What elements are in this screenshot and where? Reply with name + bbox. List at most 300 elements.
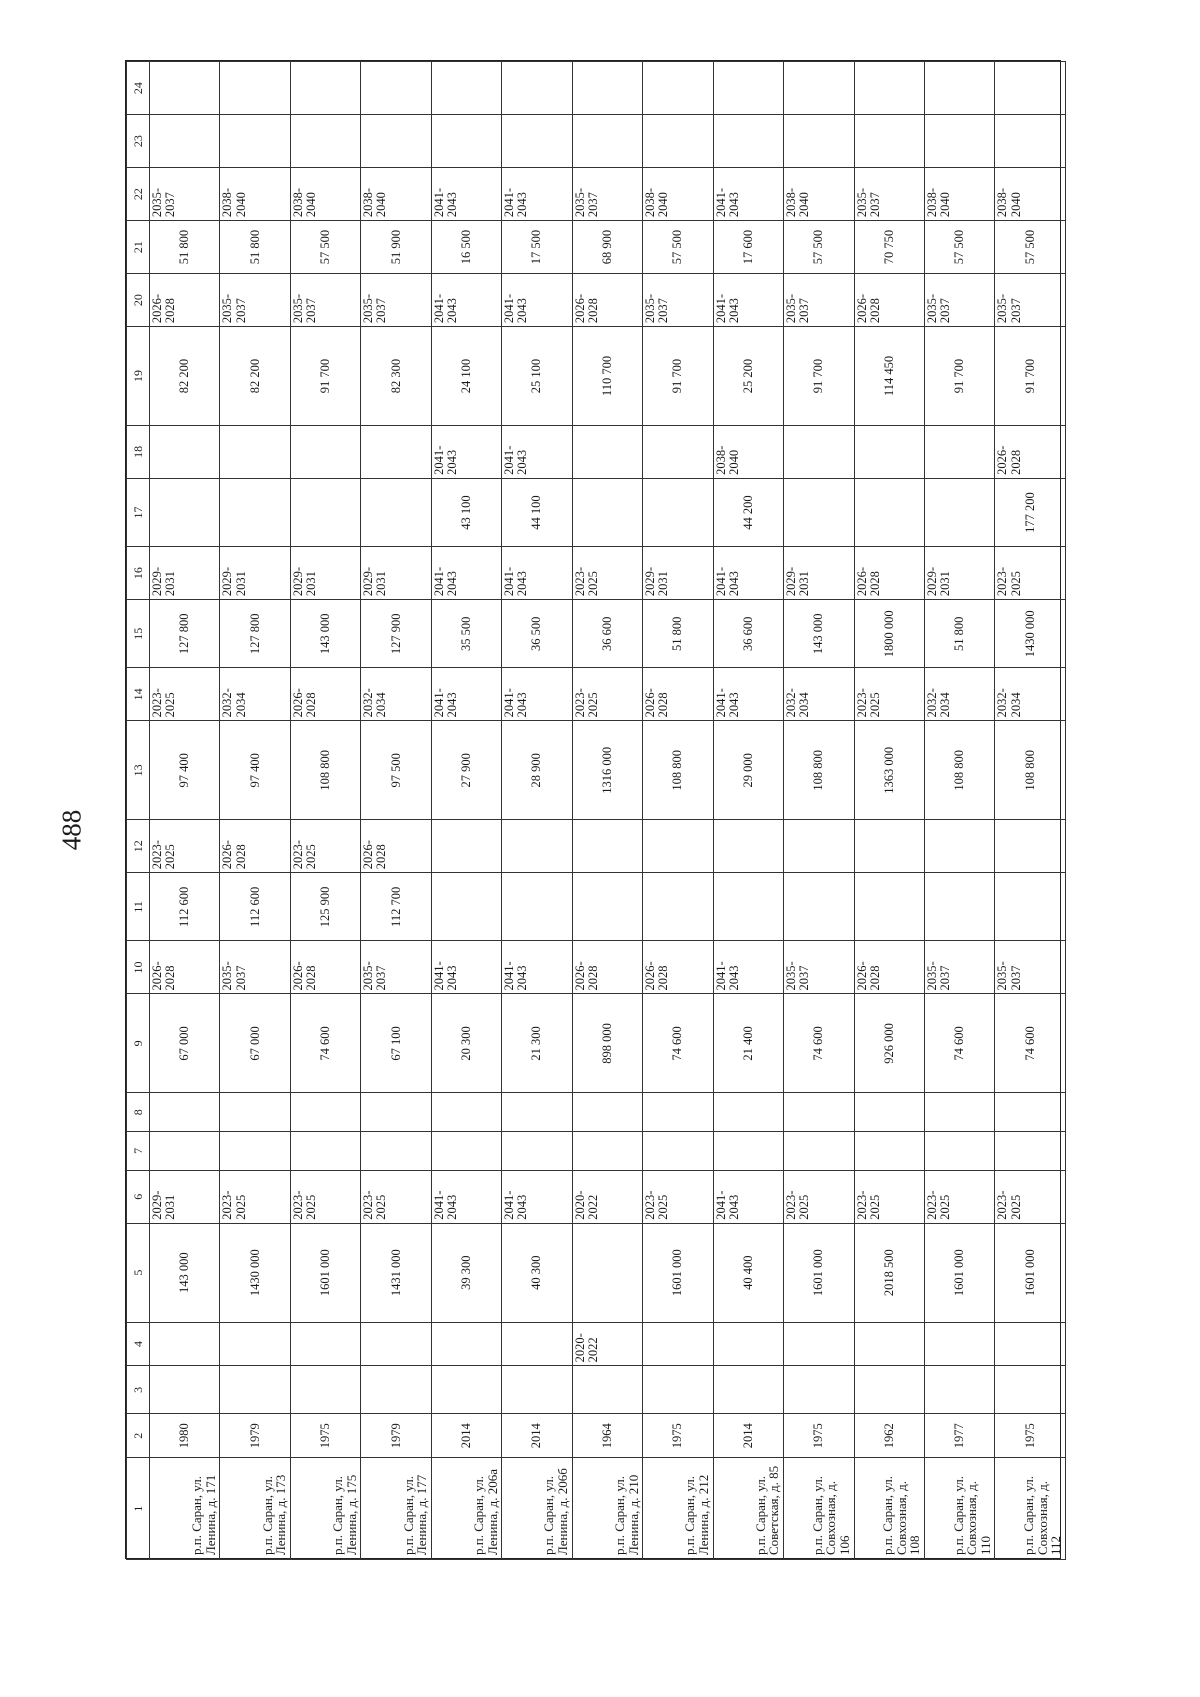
table-cell <box>784 62 854 115</box>
table-cell: 2041-2043 <box>431 668 501 721</box>
table-cell: 1601 000 <box>924 1223 994 1322</box>
column-number: 12 <box>127 820 150 873</box>
table-cell: 2032-2034 <box>361 668 431 721</box>
table-cell <box>713 62 783 115</box>
table-cell: 112 700 <box>361 873 431 941</box>
table-cell <box>290 1093 360 1132</box>
table-cell <box>995 62 1065 115</box>
table-cell: 2038-2040 <box>643 168 713 221</box>
table-row <box>713 62 783 1560</box>
table-cell: 2035-2037 <box>784 941 854 994</box>
table-cell: 1975 <box>995 1414 1065 1458</box>
table-cell: 2032-2034 <box>995 668 1065 721</box>
table-cell: 2023-2025 <box>995 1170 1065 1223</box>
table-cell: 2029-2031 <box>643 547 713 600</box>
table-cell: 2023-2025 <box>220 1170 290 1223</box>
table-cell <box>290 1366 360 1414</box>
table-cell <box>995 820 1065 873</box>
table-cell: 2026-2028 <box>572 941 642 994</box>
table-cell: 2035-2037 <box>924 941 994 994</box>
page-number: 488 <box>56 809 87 851</box>
table-cell <box>431 115 501 168</box>
table-cell: 2041-2043 <box>502 941 572 994</box>
address-cell: р.п. Саран, ул. Ленина, д. 210 <box>572 1458 642 1560</box>
table-cell: 27 900 <box>431 721 501 820</box>
table-cell <box>713 1093 783 1132</box>
table-cell: 2035-2037 <box>572 168 642 221</box>
table-cell: 25 100 <box>502 327 572 426</box>
table-cell <box>361 1366 431 1414</box>
table-cell: 2041-2043 <box>431 547 501 600</box>
table-cell <box>431 820 501 873</box>
table-cell: 51 900 <box>361 221 431 274</box>
table-cell: 2023-2025 <box>995 547 1065 600</box>
table-cell: 97 500 <box>361 721 431 820</box>
table-cell <box>150 425 220 478</box>
table-cell: 2038-2040 <box>995 168 1065 221</box>
table-cell: 91 700 <box>924 327 994 426</box>
table-cell <box>361 115 431 168</box>
table-cell: 2026-2028 <box>220 820 290 873</box>
table-cell: 114 450 <box>854 327 924 426</box>
table-cell <box>220 425 290 478</box>
table-cell: 1430 000 <box>995 600 1065 668</box>
table-cell: 20 300 <box>431 994 501 1093</box>
address-cell: р.п. Саран, ул. Совхозная, д. 106 <box>784 1458 854 1560</box>
table-cell <box>643 425 713 478</box>
table-cell: 2023-2025 <box>290 1170 360 1223</box>
table-cell: 1979 <box>220 1414 290 1458</box>
table-cell: 2026-2028 <box>150 941 220 994</box>
table-cell <box>784 1132 854 1171</box>
table-cell: 112 600 <box>150 873 220 941</box>
header-row <box>127 62 150 1560</box>
table-cell: 91 700 <box>290 327 360 426</box>
table-cell: 51 800 <box>220 221 290 274</box>
table-cell: 82 300 <box>361 327 431 426</box>
column-number: 9 <box>127 994 150 1093</box>
table-cell: 1975 <box>643 1414 713 1458</box>
table-cell <box>572 873 642 941</box>
table-cell: 2029-2031 <box>924 547 994 600</box>
table-row <box>502 62 572 1560</box>
table-cell: 2038-2040 <box>713 425 783 478</box>
table-cell: 74 600 <box>995 994 1065 1093</box>
table-cell <box>643 62 713 115</box>
table-cell: 2026-2028 <box>854 547 924 600</box>
table-cell <box>290 1322 360 1366</box>
table-cell <box>924 873 994 941</box>
table-cell <box>854 478 924 546</box>
table-cell: 125 900 <box>290 873 360 941</box>
table-cell: 2038-2040 <box>290 168 360 221</box>
table-cell: 2032-2034 <box>924 668 994 721</box>
table-cell: 82 200 <box>150 327 220 426</box>
table-cell: 74 600 <box>643 994 713 1093</box>
table-cell: 2035-2037 <box>784 274 854 327</box>
table-cell <box>361 478 431 546</box>
table-cell: 2023-2025 <box>924 1170 994 1223</box>
table-cell: 43 100 <box>431 478 501 546</box>
table-cell: 2023-2025 <box>572 668 642 721</box>
table-cell <box>502 1132 572 1171</box>
table-cell: 51 800 <box>643 600 713 668</box>
table-cell: 2023-2025 <box>290 820 360 873</box>
table-cell <box>361 1132 431 1171</box>
table-cell <box>502 1322 572 1366</box>
table-cell <box>713 1132 783 1171</box>
column-number: 22 <box>127 168 150 221</box>
table-cell <box>854 820 924 873</box>
table-cell: 40 300 <box>502 1223 572 1322</box>
table-cell <box>854 115 924 168</box>
table-cell: 67 000 <box>220 994 290 1093</box>
table-cell <box>572 1093 642 1132</box>
table-cell: 1601 000 <box>995 1223 1065 1322</box>
table-cell: 40 400 <box>713 1223 783 1322</box>
table-cell: 2029-2031 <box>290 547 360 600</box>
table-cell <box>643 1093 713 1132</box>
table-cell <box>854 425 924 478</box>
table-cell <box>995 1132 1065 1171</box>
table-cell: 108 800 <box>995 721 1065 820</box>
table-cell: 97 400 <box>220 721 290 820</box>
table-cell: 21 300 <box>502 994 572 1093</box>
table-cell: 25 200 <box>713 327 783 426</box>
table-cell <box>431 62 501 115</box>
address-cell: р.п. Саран, ул. Совхозная, д. 112 <box>995 1458 1065 1560</box>
table-cell <box>502 820 572 873</box>
table-cell: 2029-2031 <box>150 547 220 600</box>
table-cell: 2035-2037 <box>995 941 1065 994</box>
table-cell: 91 700 <box>995 327 1065 426</box>
table-cell: 67 100 <box>361 994 431 1093</box>
table-cell <box>150 1132 220 1171</box>
table-cell: 35 500 <box>431 600 501 668</box>
table-cell <box>502 115 572 168</box>
table-cell: 2023-2025 <box>150 820 220 873</box>
table-cell: 2035-2037 <box>361 274 431 327</box>
table-cell <box>643 478 713 546</box>
table-cell: 2014 <box>502 1414 572 1458</box>
column-number: 3 <box>127 1366 150 1414</box>
table-cell: 2014 <box>713 1414 783 1458</box>
table-cell <box>995 1366 1065 1414</box>
table-cell <box>502 1093 572 1132</box>
table-cell: 898 000 <box>572 994 642 1093</box>
table-cell: 143 000 <box>784 600 854 668</box>
column-number: 21 <box>127 221 150 274</box>
table-cell: 51 800 <box>924 600 994 668</box>
table-row <box>995 62 1065 1560</box>
column-number: 1 <box>127 1458 150 1560</box>
table-cell <box>924 1093 994 1132</box>
table-cell <box>643 820 713 873</box>
table-cell <box>643 1366 713 1414</box>
table-cell: 2023-2025 <box>854 1170 924 1223</box>
column-number: 13 <box>127 721 150 820</box>
column-number: 24 <box>127 62 150 115</box>
table-cell: 1975 <box>290 1414 360 1458</box>
table-cell: 91 700 <box>784 327 854 426</box>
table-cell: 2041-2043 <box>431 425 501 478</box>
table-cell: 2020-2022 <box>572 1322 642 1366</box>
table-cell: 2023-2025 <box>150 668 220 721</box>
table-cell <box>784 115 854 168</box>
table-cell <box>361 62 431 115</box>
table-cell <box>150 62 220 115</box>
table-cell <box>924 62 994 115</box>
table-cell: 2029-2031 <box>220 547 290 600</box>
table-cell <box>572 1223 642 1322</box>
table-cell <box>784 425 854 478</box>
address-cell: р.п. Саран, ул. Совхозная, д. 110 <box>924 1458 994 1560</box>
table-cell: 127 900 <box>361 600 431 668</box>
table-cell <box>995 873 1065 941</box>
address-cell: р.п. Саран, ул. Ленина, д. 173 <box>220 1458 290 1560</box>
table-cell <box>572 62 642 115</box>
data-table <box>126 61 1066 1560</box>
column-number: 11 <box>127 873 150 941</box>
table-row <box>220 62 290 1560</box>
table-cell: 2018 500 <box>854 1223 924 1322</box>
table-cell: 2023-2025 <box>643 1170 713 1223</box>
table-cell <box>150 115 220 168</box>
table-cell <box>572 425 642 478</box>
table-cell <box>502 62 572 115</box>
column-number: 19 <box>127 327 150 426</box>
table-cell: 2026-2028 <box>361 820 431 873</box>
table-cell <box>713 873 783 941</box>
table-cell <box>220 1366 290 1414</box>
table-cell: 74 600 <box>290 994 360 1093</box>
table-cell <box>220 115 290 168</box>
table-cell: 1979 <box>361 1414 431 1458</box>
table-cell: 2026-2028 <box>290 941 360 994</box>
table-cell: 1430 000 <box>220 1223 290 1322</box>
table-cell: 16 500 <box>431 221 501 274</box>
table-cell <box>572 478 642 546</box>
table-cell: 44 200 <box>713 478 783 546</box>
table-cell: 57 500 <box>643 221 713 274</box>
table-cell: 2035-2037 <box>220 274 290 327</box>
table-cell: 2041-2043 <box>502 547 572 600</box>
table-cell <box>643 873 713 941</box>
address-cell: р.п. Саран, ул. Ленина, д. 206б <box>502 1458 572 1560</box>
table-cell: 143 000 <box>290 600 360 668</box>
table-cell: 2029-2031 <box>361 547 431 600</box>
table-cell <box>220 478 290 546</box>
table-cell <box>502 873 572 941</box>
table-cell <box>713 1322 783 1366</box>
table-cell: 177 200 <box>995 478 1065 546</box>
table-cell: 2035-2037 <box>924 274 994 327</box>
column-number: 23 <box>127 115 150 168</box>
table-cell: 36 600 <box>713 600 783 668</box>
table-cell <box>924 1132 994 1171</box>
table-cell <box>854 1322 924 1366</box>
table-row <box>572 62 642 1560</box>
table-cell: 2032-2034 <box>220 668 290 721</box>
table-cell <box>431 1093 501 1132</box>
table-cell <box>784 820 854 873</box>
table-cell <box>784 873 854 941</box>
table-cell <box>290 425 360 478</box>
table-cell: 108 800 <box>290 721 360 820</box>
table-cell: 2035-2037 <box>995 274 1065 327</box>
table-cell: 36 500 <box>502 600 572 668</box>
table-cell: 2041-2043 <box>713 1170 783 1223</box>
table-cell: 2023-2025 <box>784 1170 854 1223</box>
table-cell: 1980 <box>150 1414 220 1458</box>
column-number: 15 <box>127 600 150 668</box>
table-cell: 68 900 <box>572 221 642 274</box>
column-number: 8 <box>127 1093 150 1132</box>
table-cell: 57 500 <box>784 221 854 274</box>
table-cell: 2041-2043 <box>713 168 783 221</box>
table-cell: 2041-2043 <box>502 425 572 478</box>
table-cell <box>572 820 642 873</box>
table-cell <box>290 62 360 115</box>
table-cell: 2026-2028 <box>854 274 924 327</box>
table-cell <box>572 115 642 168</box>
table-cell: 2035-2037 <box>220 941 290 994</box>
table-row <box>150 62 220 1560</box>
table-cell: 2029-2031 <box>784 547 854 600</box>
table-cell <box>220 1093 290 1132</box>
table-cell: 2023-2025 <box>854 668 924 721</box>
table-cell: 91 700 <box>643 327 713 426</box>
table-cell: 108 800 <box>924 721 994 820</box>
table-cell: 108 800 <box>643 721 713 820</box>
table-cell: 36 600 <box>572 600 642 668</box>
table-cell <box>924 1366 994 1414</box>
table-cell: 74 600 <box>784 994 854 1093</box>
table-cell <box>854 1366 924 1414</box>
table-cell: 2035-2037 <box>643 274 713 327</box>
table-cell: 2041-2043 <box>502 274 572 327</box>
table-cell <box>713 115 783 168</box>
address-cell: р.п. Саран, ул. Совхозная, д. 108 <box>854 1458 924 1560</box>
table-cell: 1601 000 <box>643 1223 713 1322</box>
table-cell: 2041-2043 <box>713 274 783 327</box>
table-cell <box>854 1093 924 1132</box>
table-cell: 2041-2043 <box>502 168 572 221</box>
table-cell <box>572 1132 642 1171</box>
table-cell: 82 200 <box>220 327 290 426</box>
table-cell: 2035-2037 <box>854 168 924 221</box>
table-cell <box>854 873 924 941</box>
table-cell <box>220 1322 290 1366</box>
table-cell: 44 100 <box>502 478 572 546</box>
table-cell <box>290 478 360 546</box>
table-cell: 112 600 <box>220 873 290 941</box>
address-cell: р.п. Саран, ул. Советская, д. 85 <box>713 1458 783 1560</box>
table-cell: 2014 <box>431 1414 501 1458</box>
table-cell <box>924 425 994 478</box>
table-cell: 70 750 <box>854 221 924 274</box>
table-cell: 1962 <box>854 1414 924 1458</box>
address-cell: р.п. Саран, ул. Ленина, д. 212 <box>643 1458 713 1560</box>
table-cell: 2023-2025 <box>361 1170 431 1223</box>
column-number: 6 <box>127 1170 150 1223</box>
table-cell: 29 000 <box>713 721 783 820</box>
table-cell <box>150 1322 220 1366</box>
table-cell <box>854 62 924 115</box>
table-row <box>290 62 360 1560</box>
table-cell <box>431 1322 501 1366</box>
table-cell: 2026-2028 <box>290 668 360 721</box>
table-cell: 2041-2043 <box>502 1170 572 1223</box>
table-cell: 2020-2022 <box>572 1170 642 1223</box>
table-cell <box>995 115 1065 168</box>
table-cell <box>713 1366 783 1414</box>
column-number: 4 <box>127 1322 150 1366</box>
table-cell <box>361 1093 431 1132</box>
table-cell: 24 100 <box>431 327 501 426</box>
table-cell <box>995 1093 1065 1132</box>
table-cell: 110 700 <box>572 327 642 426</box>
table-cell: 1601 000 <box>290 1223 360 1322</box>
table-cell <box>995 1322 1065 1366</box>
table-cell: 1977 <box>924 1414 994 1458</box>
table-cell <box>854 1132 924 1171</box>
table-cell: 2029-2031 <box>150 1170 220 1223</box>
table-cell: 17 500 <box>502 221 572 274</box>
table-cell <box>431 1366 501 1414</box>
table-cell <box>924 1322 994 1366</box>
table-cell: 17 600 <box>713 221 783 274</box>
table-cell: 57 500 <box>924 221 994 274</box>
address-cell: р.п. Саран, ул. Ленина, д. 175 <box>290 1458 360 1560</box>
table-cell: 1800 000 <box>854 600 924 668</box>
table-cell: 127 800 <box>150 600 220 668</box>
table-cell: 39 300 <box>431 1223 501 1322</box>
table-cell: 57 500 <box>995 221 1065 274</box>
column-number: 7 <box>127 1132 150 1171</box>
table-cell: 2041-2043 <box>431 168 501 221</box>
table-row <box>924 62 994 1560</box>
table-cell <box>361 425 431 478</box>
column-number: 2 <box>127 1414 150 1458</box>
table-cell <box>290 115 360 168</box>
table-row <box>854 62 924 1560</box>
table-cell: 28 900 <box>502 721 572 820</box>
table-cell <box>784 1322 854 1366</box>
table-cell: 1964 <box>572 1414 642 1458</box>
table-cell <box>361 1322 431 1366</box>
table-cell: 2038-2040 <box>924 168 994 221</box>
table-cell: 2023-2025 <box>572 547 642 600</box>
address-cell: р.п. Саран, ул. Ленина, д. 206а <box>431 1458 501 1560</box>
table-cell <box>431 873 501 941</box>
table-cell: 21 400 <box>713 994 783 1093</box>
table-cell: 2026-2028 <box>643 668 713 721</box>
table-cell: 2041-2043 <box>502 668 572 721</box>
column-number: 17 <box>127 478 150 546</box>
table-cell: 1975 <box>784 1414 854 1458</box>
column-number: 20 <box>127 274 150 327</box>
table-cell: 2026-2028 <box>572 274 642 327</box>
table-cell <box>290 1132 360 1171</box>
table-cell <box>220 1132 290 1171</box>
column-number: 5 <box>127 1223 150 1322</box>
table-cell: 2026-2028 <box>854 941 924 994</box>
table-cell: 926 000 <box>854 994 924 1093</box>
table-cell: 2035-2037 <box>361 941 431 994</box>
table-cell <box>150 1093 220 1132</box>
table-row <box>361 62 431 1560</box>
